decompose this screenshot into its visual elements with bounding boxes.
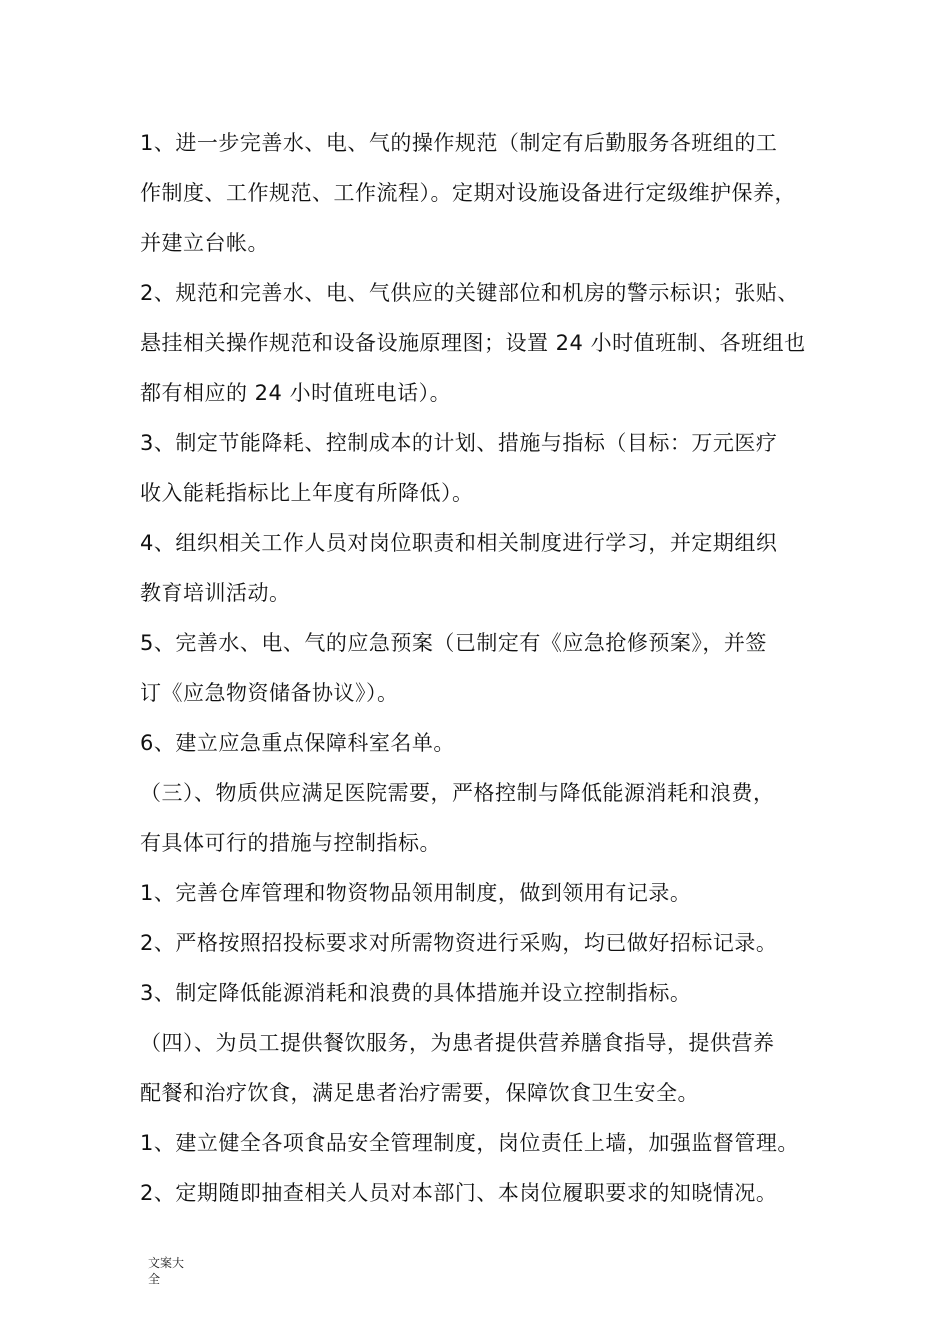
text-line: 2、定期随即抽查相关人员对本部门、本岗位履职要求的知晓情况。 <box>140 1181 778 1205</box>
text-line: 6、建立应急重点保障科室名单。 <box>140 731 455 755</box>
text-line: 3、制定降低能源消耗和浪费的具体措施并设立控制指标。 <box>140 981 692 1005</box>
text-line: 悬挂相关操作规范和设备设施原理图；设置 24 小时值班制、各班组也 <box>140 331 806 355</box>
text-line: 1、完善仓库管理和物资物品领用制度，做到领用有记录。 <box>140 881 692 905</box>
footer-text-line: 全 <box>148 1272 161 1286</box>
text-line: 教育培训活动。 <box>140 581 291 605</box>
text-line: 订《应急物资储备协议》）。 <box>140 681 399 705</box>
text-line: 5、完善水、电、气的应急预案（已制定有《应急抢修预案》，并签 <box>140 631 767 655</box>
text-line: 4、组织相关工作人员对岗位职责和相关制度进行学习，并定期组织 <box>140 531 778 555</box>
text-line: 作制度、工作规范、工作流程）。定期对设施设备进行定级维护保养， <box>140 181 796 205</box>
section-heading-line: 配餐和治疗饮食，满足患者治疗需要，保障饮食卫生安全。 <box>140 1081 699 1105</box>
footer-text-line: 文案大 <box>148 1256 185 1270</box>
text-line: 2、严格按照招投标要求对所需物资进行采购，均已做好招标记录。 <box>140 931 778 955</box>
document-body <box>140 118 830 1218</box>
section-heading-line: （三）、物质供应满足医院需要，严格控制与降低能源消耗和浪费， <box>140 781 775 805</box>
text-line: 2、规范和完善水、电、气供应的关键部位和机房的警示标识；张贴、 <box>140 281 799 305</box>
text-line: 3、制定节能降耗、控制成本的计划、措施与指标（目标：万元医疗 <box>140 431 778 455</box>
page-footer <box>148 1255 198 1287</box>
section-heading-line: （四）、为员工提供餐饮服务，为患者提供营养膳食指导，提供营养 <box>140 1031 775 1055</box>
text-line: 并建立台帐。 <box>140 231 269 255</box>
section-heading-line: 有具体可行的措施与控制指标。 <box>140 831 441 855</box>
text-line: 1、建立健全各项食品安全管理制度，岗位责任上墙，加强监督管理。 <box>140 1131 799 1155</box>
text-line: 1、进一步完善水、电、气的操作规范（制定有后勤服务各班组的工 <box>140 131 778 155</box>
text-line: 收入能耗指标比上年度有所降低）。 <box>140 481 474 505</box>
text-line: 都有相应的 24 小时值班电话）。 <box>140 381 452 405</box>
